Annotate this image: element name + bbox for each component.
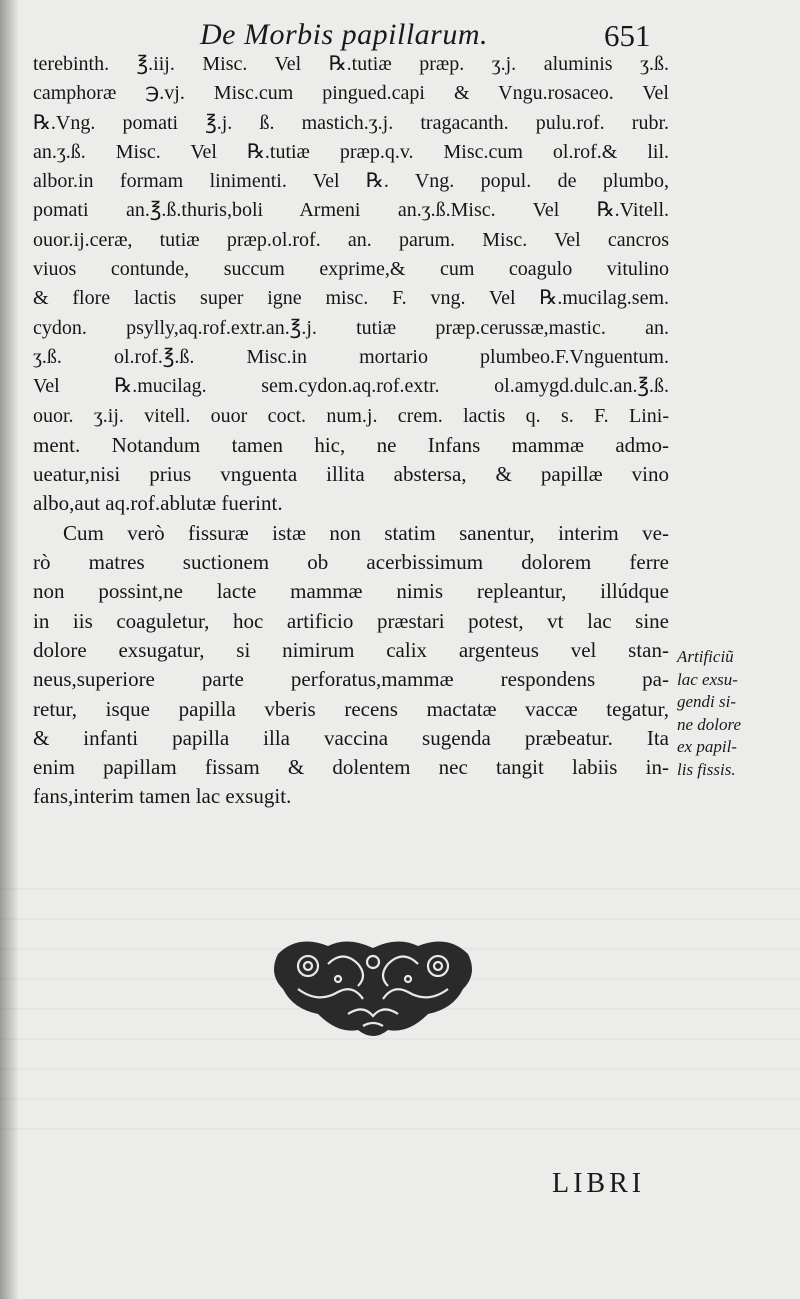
text-line: rò matres suctionem ob acerbissimum dolorem ferre xyxy=(33,550,669,575)
woodcut-ornament xyxy=(268,934,478,1044)
text-line: ueatur,nisi prius vnguenta illita abstersa, & papillæ vino xyxy=(33,462,669,487)
page-number: 651 xyxy=(604,18,651,53)
marginal-note-line: lis fissis. xyxy=(677,759,736,779)
text-line: ment. Notandum tamen hic, ne Infans mammæ admo- xyxy=(33,432,669,457)
text-line: pomati an.℥.ß.thuris,boli Armeni an.ʒ.ß.Misc. Vel ℞.Vitell. xyxy=(33,199,669,222)
text-line: albo,aut aq.rof.ablutæ fuerint. xyxy=(33,491,283,516)
text-line: ℞.Vng. pomati ℥.j. ß. mastich.ʒ.j. tragacanth. pulu.rof. rubr. xyxy=(33,111,669,134)
text-line: non possint,ne lacte mammæ nimis repleantur, illúdque xyxy=(33,579,669,604)
marginal-note xyxy=(677,646,795,781)
text-line: viuos contunde, succum exprime,& cum coagulo vitulino xyxy=(33,258,669,281)
marginal-note-line: gendi si- xyxy=(677,692,737,711)
text-line: ʒ.ß. ol.rof.℥.ß. Misc.in mortario plumbeo.F.Vnguentum. xyxy=(33,345,669,368)
text-line: enim papillam fissam & dolentem nec tangit labiis in- xyxy=(33,755,669,780)
text-line: camphoræ ℈.vj. Misc.cum pingued.capi & Vngu.rosaceo. Vel xyxy=(33,82,669,105)
text-line: cydon. psylly,aq.rof.extr.an.℥.j. tutiæ præp.cerussæ,mastic. an. xyxy=(33,316,669,339)
text-line: fans,interim tamen lac exsugit. xyxy=(33,784,292,809)
body-text xyxy=(33,50,669,812)
text-line: Cum verò fissuræ istæ non statim sanentur, interim ve- xyxy=(63,520,669,545)
text-line: an.ʒ.ß. Misc. Vel ℞.tutiæ præp.q.v. Misc.cum ol.rof.& lil. xyxy=(33,140,669,163)
catchword: LIBRI xyxy=(552,1168,646,1199)
marginal-note-line: ne dolore xyxy=(677,714,742,734)
text-line: albor.in formam linimenti. Vel ℞. Vng. popul. de plumbo, xyxy=(33,170,669,193)
text-line: retur, isque papilla vberis recens mactatæ vaccæ tegatur, xyxy=(33,696,669,721)
text-line: & infanti papilla illa vaccina sugenda præbeatur. Ita xyxy=(33,725,669,750)
text-line: terebinth. ℥.iij. Misc. Vel ℞.tutiæ præp. ʒ.j. aluminis ʒ.ß. xyxy=(33,53,669,75)
text-line: ouor.ij.ceræ, tutiæ præp.ol.rof. an. parum. Misc. Vel cancros xyxy=(33,228,669,251)
text-line: dolore exsugatur, si nimirum calix argenteus vel stan- xyxy=(33,637,669,662)
text-line: ouor. ʒ.ij. vitell. ouor coct. num.j. crem. lactis q. s. F. Lini- xyxy=(33,404,669,427)
text-line: & flore lactis super igne misc. F. vng. Vel ℞.mucilag.sem. xyxy=(33,287,669,310)
marginal-note-line: Artificiũ xyxy=(677,647,734,666)
marginal-note-line: ex papil- xyxy=(677,737,737,756)
running-head: De Morbis papillarum. xyxy=(200,18,488,51)
text-line: neus,superiore parte perforatus,mammæ respondens pa- xyxy=(33,667,669,692)
text-line: Vel ℞.mucilag. sem.cydon.aq.rof.extr. ol.amygd.dulc.an.℥.ß. xyxy=(33,375,669,398)
marginal-note-line: lac exsu- xyxy=(677,669,738,689)
text-line: in iis coaguletur, hoc artificio præstari potest, vt lac sine xyxy=(33,608,669,633)
